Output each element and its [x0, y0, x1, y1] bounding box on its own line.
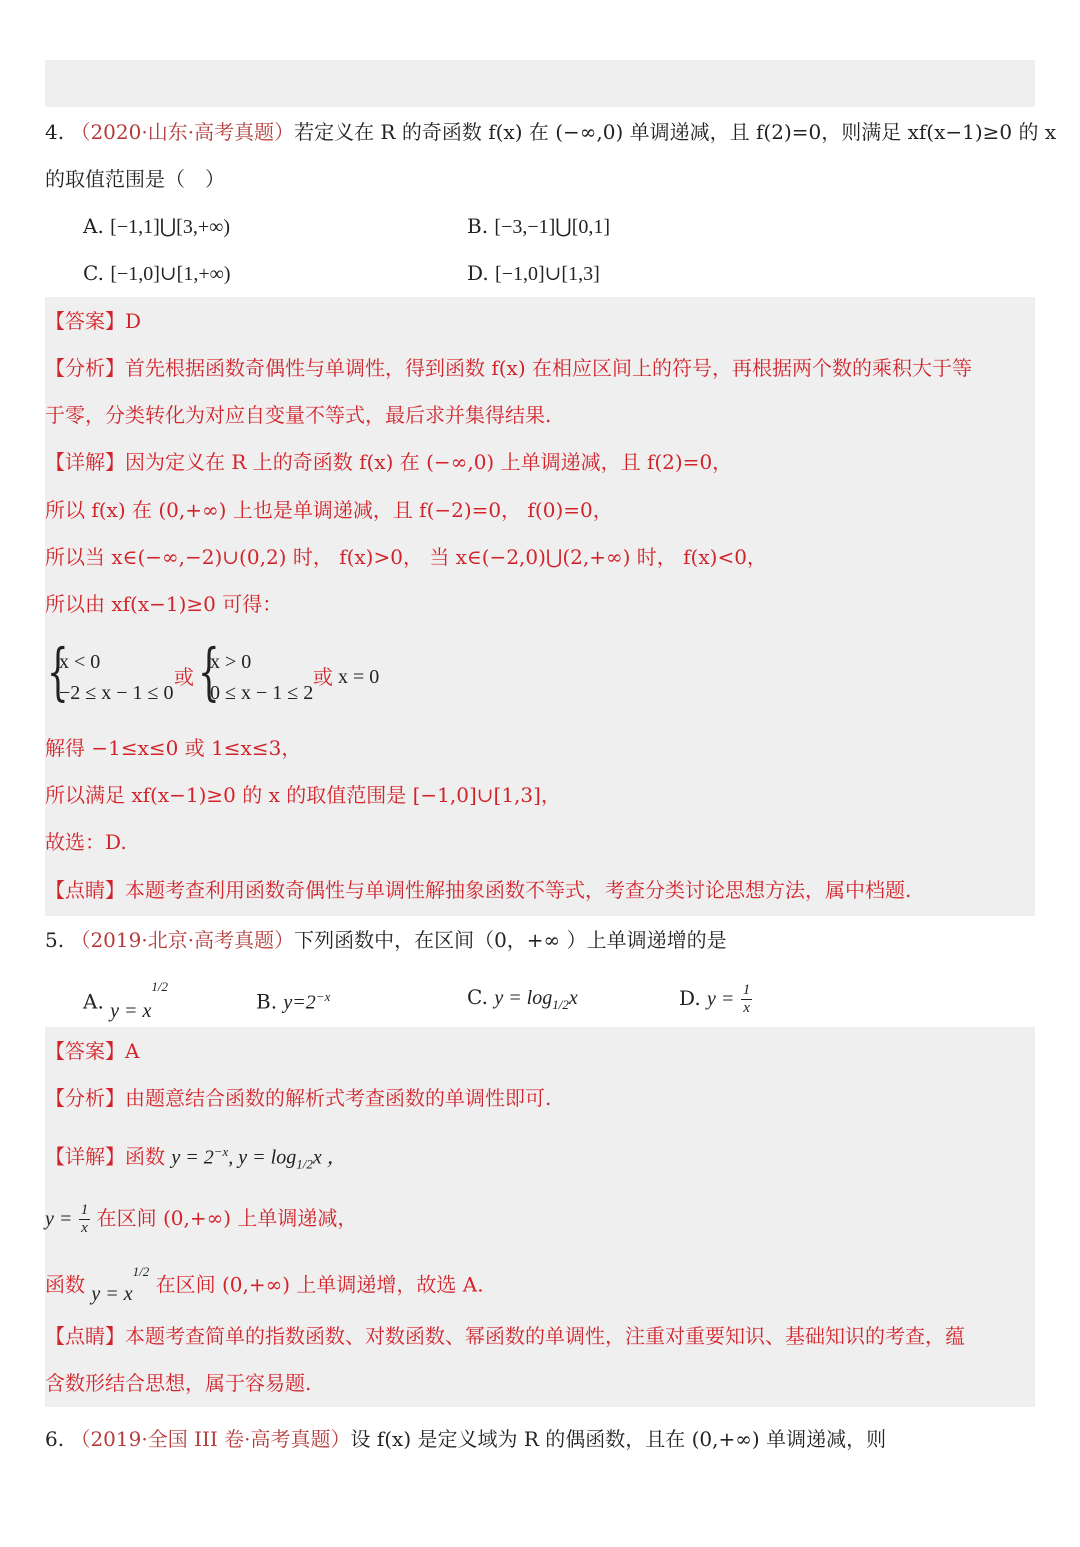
q4-analysis-line2: 于零，分类转化为对应自变量不等式，最后求并集得结果.: [45, 403, 552, 427]
q6-stem: [45, 1424, 1035, 1454]
q4-detail-line4: 所以由 xf(x−1)≥0 可得：: [45, 592, 283, 616]
q5-detail-line2-denominator: x: [81, 1220, 88, 1236]
q4-or2: 或: [313, 665, 333, 689]
q5-option-c-arg: x: [568, 987, 578, 1009]
q5-detail-text1a: 函数: [125, 1144, 165, 1169]
q4-source: （2020·山东·高考真题）: [70, 120, 295, 144]
q4-or1: 或: [174, 665, 194, 689]
q5-detail-line3: [45, 1264, 1035, 1305]
q5-option-d-numerator: 1: [742, 982, 751, 998]
q5-detail-line1: [45, 1137, 1035, 1180]
q4-system1-line1: x < 0: [59, 651, 101, 673]
q4-system1-line2: −2 ≤ x − 1 ≤ 0: [59, 682, 174, 704]
q5-analysis: [45, 1083, 1035, 1113]
q4-system1-brace: {: [47, 635, 69, 708]
q5-number: 5.: [45, 928, 65, 952]
q5-option-c: [467, 982, 578, 1020]
q4-solution-block: [45, 297, 1035, 916]
q5-option-a: [83, 979, 169, 1022]
q4-system3: x = 0: [338, 666, 380, 688]
q4-option-b-label: B.: [467, 214, 489, 238]
q5-option-d-denominator: x: [743, 1000, 750, 1016]
q4-detail-line6: 所以满足 xf(x−1)≥0 的 x 的取值范围是 [−1,0]∪[1,3]，: [45, 783, 561, 807]
q4-comment-tag: 【点睛】: [45, 878, 125, 902]
q5-solution-block: [45, 1027, 1035, 1407]
q4-detail-line1: [45, 447, 1035, 477]
q5-option-b-text: y=2: [283, 991, 316, 1014]
q5-detail-line2: [45, 1202, 1035, 1237]
q4-system2-line2: 0 ≤ x − 1 ≤ 2: [210, 682, 314, 704]
q5-detail-line2-fraction: [79, 1202, 91, 1237]
q5-detail-line3-text: 在区间 (0,+∞) 上单调递增，故选 A.: [155, 1272, 484, 1297]
q4-option-c-text: [−1,0]∪[1,+∞): [110, 263, 231, 285]
q5-option-b-exponent: −x: [315, 989, 331, 1004]
q5-detail-expr1-exponent: −x: [213, 1144, 229, 1159]
q4-option-b-text: [−3,−1]⋃[0,1]: [494, 216, 611, 238]
q5-option-c-text: y = log: [494, 987, 553, 1009]
q5-answer-value: A: [125, 1039, 140, 1063]
q5-option-c-base: 1/2: [552, 997, 569, 1012]
q5-comment-line2: 含数形结合思想，属于容易题.: [45, 1371, 312, 1395]
q5-source: （2019·北京·高考真题）: [70, 928, 295, 952]
q4-option-d-text: [−1,0]∪[1,3]: [495, 263, 600, 285]
q5-option-a-text: y = x: [110, 999, 152, 1022]
q4-detail-line5: 解得 −1≤x≤0 或 1≤x≤3，: [45, 736, 302, 760]
q5-analysis-text: 由题意结合函数的解析式考查函数的单调性即可.: [125, 1086, 552, 1110]
previous-answer-band: [45, 60, 1035, 107]
q5-detail-expr2: , y = log: [228, 1146, 297, 1169]
q5-answer: [45, 1036, 1035, 1066]
q4-comment-text: 本题考查利用函数奇偶性与单调性解抽象函数不等式，考查分类讨论思想方法，属中档题.: [125, 878, 912, 902]
q5-detail-line3-exponent: 1/2: [132, 1264, 150, 1279]
q5-option-d-text: y =: [707, 988, 735, 1010]
q5-detail-expr2-arg: x ，: [312, 1146, 347, 1169]
q4-stem-text: 若定义在 R 的奇函数 f(x) 在 (−∞,0) 单调递减，且 f(2)=0，则满足 xf(x−1)≥0 的 x: [294, 120, 1057, 144]
q5-option-b-label: B.: [256, 989, 278, 1014]
q5-detail-line2-lhs: y =: [45, 1208, 73, 1230]
q5-detail-line3-prefix: 函数: [45, 1272, 85, 1297]
q4-comment: [45, 875, 1035, 905]
q5-answer-tag: 【答案】: [45, 1039, 125, 1063]
q4-detail-text1: 因为定义在 R 上的奇函数 f(x) 在 (−∞,0) 上单调递减，且 f(2)=0，: [125, 450, 733, 474]
q4-analysis-tag: 【分析】: [45, 356, 125, 380]
q5-detail-line3-expr: y = x: [91, 1282, 133, 1305]
q5-detail-expr2-base: 1/2: [296, 1156, 313, 1172]
q4-option-a: [83, 211, 230, 242]
q5-analysis-tag: 【分析】: [45, 1086, 125, 1110]
q6-source: （2019·全国 III 卷·高考真题）: [70, 1427, 351, 1451]
q4-system2-line1: x > 0: [210, 651, 252, 673]
q4-detail-tag: 【详解】: [45, 450, 125, 474]
q4-number: 4.: [45, 120, 65, 144]
q4-answer: [45, 306, 1035, 336]
q4-stem-line1: [45, 117, 1057, 147]
q5-option-d-label: D.: [679, 986, 701, 1010]
q5-detail-expr1: y = 2: [171, 1146, 214, 1169]
q4-detail-line7: 故选：D.: [45, 830, 127, 854]
q4-system2-brace: {: [198, 635, 220, 708]
q4-option-a-text: [−1,1]⋃[3,+∞): [110, 216, 231, 238]
q5-comment-text1: 本题考查简单的指数函数、对数函数、幂函数的单调性，注重对重要知识、基础知识的考查，蕴: [125, 1324, 965, 1348]
q5-detail-line2-numerator: 1: [80, 1202, 89, 1218]
q4-option-c: [83, 258, 231, 289]
q4-detail-line2: 所以 f(x) 在 (0,+∞) 上也是单调递减，且 f(−2)=0， f(0)=0，: [45, 498, 613, 522]
q5-option-d-fraction: [741, 982, 753, 1017]
q4-option-a-label: A.: [83, 214, 104, 238]
q4-answer-tag: 【答案】: [45, 309, 125, 333]
q4-answer-value: D: [125, 309, 142, 333]
q5-detail-line2-text: 在区间 (0,+∞) 上单调递减，: [96, 1206, 358, 1230]
q4-option-b: [467, 211, 610, 242]
q4-option-d-label: D.: [467, 261, 489, 285]
q5-comment-line1: [45, 1321, 1035, 1351]
q4-stem-line2: 的取值范围是（ ）: [45, 167, 225, 191]
q6-number: 6.: [45, 1427, 65, 1451]
q5-option-c-label: C.: [467, 985, 488, 1009]
q5-option-b: [256, 982, 330, 1018]
q5-option-a-exponent: 1/2: [151, 979, 169, 994]
q6-stem-text: 设 f(x) 是定义域为 R 的偶函数，且在 (0,+∞) 单调递减，则: [350, 1427, 887, 1451]
q4-option-d: [467, 258, 600, 289]
q4-analysis-line1: [45, 353, 1035, 383]
q5-stem-text: 下列函数中，在区间（0，+∞ ）上单调递增的是: [294, 928, 727, 952]
q4-option-c-label: C.: [83, 261, 104, 285]
q5-option-a-label: A.: [83, 989, 104, 1014]
q5-comment-tag: 【点睛】: [45, 1324, 125, 1348]
q4-analysis-text1: 首先根据函数奇偶性与单调性，得到函数 f(x) 在相应区间上的符号，再根据两个数的乘积大于等: [125, 356, 973, 380]
q5-stem: [45, 925, 1035, 955]
q5-option-d: [679, 982, 752, 1017]
q4-detail-line3: 所以当 x∈(−∞,−2)∪(0,2) 时， f(x)>0， 当 x∈(−2,0)⋃(2,+∞) 时， f(x)<0，: [45, 545, 767, 569]
q5-detail-tag: 【详解】: [45, 1144, 125, 1169]
